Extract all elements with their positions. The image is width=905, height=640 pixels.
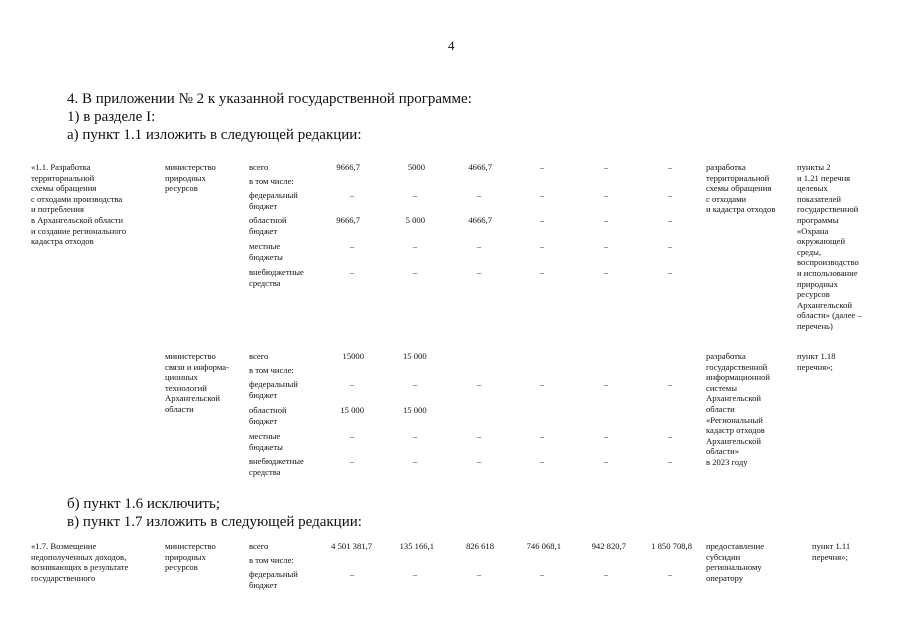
dash-cell: – xyxy=(539,162,545,172)
value-cell: 942 820,7 xyxy=(591,541,626,551)
value-cell: 1 850 708,8 xyxy=(651,541,692,551)
source-incl-label: в том числе: xyxy=(249,365,294,375)
item-1-1-name: «1.1. Разработка территориальной схемы обращения с отходами производства и потребления в Архангельской области и создание регионального кадастра отходов xyxy=(31,162,127,247)
source-regional-label: областной бюджет xyxy=(249,215,287,236)
source-total-label: всего xyxy=(249,162,269,172)
source-extra-label: внебюджетные средства xyxy=(249,456,304,477)
dash-cell: – xyxy=(539,215,545,225)
item-1-1-result: разработка территориальной схемы обращения с отходами и кадастра отходов xyxy=(706,162,776,215)
dash-cell: – xyxy=(667,456,673,466)
dash-cell: – xyxy=(603,431,609,441)
source-incl-label: в том числе: xyxy=(249,176,294,186)
value-cell: 5 000 xyxy=(405,215,425,225)
item-1-1-link-2: пункт 1.18 перечня»; xyxy=(797,351,836,372)
source-local-label: местные бюджеты xyxy=(249,241,283,262)
item-1-7-link: пункт 1.11 перечня»; xyxy=(812,541,851,562)
dash-cell: – xyxy=(667,162,673,172)
value-cell: 9666,7 xyxy=(336,162,360,172)
dash-cell: – xyxy=(349,241,355,251)
paragraph-heading: 4. В приложении № 2 к указанной государственной программе: xyxy=(67,91,472,107)
dash-cell: – xyxy=(412,267,418,277)
dash-cell: – xyxy=(412,456,418,466)
dash-cell: – xyxy=(412,241,418,251)
item-1-1-result-2: разработка государственной информационной системы Архангельской области «Региональный кадастр отходов Архангельской области» в 2023 году xyxy=(706,351,771,467)
source-federal-label: федеральный бюджет xyxy=(249,190,298,211)
section-heading: 1) в разделе I: xyxy=(67,109,156,125)
source-incl-label: в том числе: xyxy=(249,555,294,565)
value-cell: 4666,7 xyxy=(468,215,492,225)
subsection-a-heading: а) пункт 1.1 изложить в следующей редакции: xyxy=(67,127,362,143)
source-federal-label: федеральный бюджет xyxy=(249,379,298,400)
dash-cell: – xyxy=(539,569,545,579)
dash-cell: – xyxy=(539,431,545,441)
source-local-label: местные бюджеты xyxy=(249,431,283,452)
item-1-1-executor-2: министерство связи и информа- ционных технологий Архангельской области xyxy=(165,351,229,414)
dash-cell: – xyxy=(476,241,482,251)
dash-cell: – xyxy=(667,241,673,251)
dash-cell: – xyxy=(412,569,418,579)
dash-cell: – xyxy=(539,190,545,200)
dash-cell: – xyxy=(603,215,609,225)
dash-cell: – xyxy=(667,190,673,200)
dash-cell: – xyxy=(539,241,545,251)
item-1-7-name: «1.7. Возмещение недополученных доходов, возникающих в результате государственного xyxy=(31,541,129,583)
source-regional-label: областной бюджет xyxy=(249,405,287,426)
dash-cell: – xyxy=(476,569,482,579)
dash-cell: – xyxy=(603,379,609,389)
dash-cell: – xyxy=(476,267,482,277)
value-cell: 4 501 381,7 xyxy=(331,541,372,551)
dash-cell: – xyxy=(603,456,609,466)
page-number: 4 xyxy=(448,38,455,53)
source-federal-label: федеральный бюджет xyxy=(249,569,298,590)
dash-cell: – xyxy=(476,456,482,466)
dash-cell: – xyxy=(603,241,609,251)
source-total-label: всего xyxy=(249,541,269,551)
value-cell: 15000 xyxy=(342,351,364,361)
dash-cell: – xyxy=(667,379,673,389)
dash-cell: – xyxy=(667,569,673,579)
dash-cell: – xyxy=(603,162,609,172)
value-cell: 9666,7 xyxy=(336,215,360,225)
dash-cell: – xyxy=(349,379,355,389)
source-total-label: всего xyxy=(249,351,269,361)
subsection-v-heading: в) пункт 1.7 изложить в следующей редакции: xyxy=(67,514,362,530)
item-1-1-link: пункты 2 и 1.21 перечня целевых показателей государственной программы «Охрана окружающей среды, воспроизводство и использование природных ресурсов Архангельской области» (далее – перечень) xyxy=(797,162,862,331)
dash-cell: – xyxy=(349,569,355,579)
dash-cell: – xyxy=(349,190,355,200)
dash-cell: – xyxy=(412,379,418,389)
dash-cell: – xyxy=(476,379,482,389)
dash-cell: – xyxy=(603,190,609,200)
dash-cell: – xyxy=(539,456,545,466)
item-1-7-executor: министерство природных ресурсов xyxy=(165,541,216,573)
dash-cell: – xyxy=(476,431,482,441)
dash-cell: – xyxy=(412,431,418,441)
value-cell: 5000 xyxy=(407,162,425,172)
value-cell: 15 000 xyxy=(403,351,427,361)
dash-cell: – xyxy=(349,431,355,441)
dash-cell: – xyxy=(349,267,355,277)
value-cell: 15 000 xyxy=(403,405,427,415)
dash-cell: – xyxy=(603,267,609,277)
dash-cell: – xyxy=(476,190,482,200)
dash-cell: – xyxy=(667,431,673,441)
dash-cell: – xyxy=(539,379,545,389)
dash-cell: – xyxy=(539,267,545,277)
dash-cell: – xyxy=(412,190,418,200)
dash-cell: – xyxy=(667,215,673,225)
dash-cell: – xyxy=(349,456,355,466)
value-cell: 826 618 xyxy=(466,541,494,551)
dash-cell: – xyxy=(603,569,609,579)
value-cell: 4666,7 xyxy=(468,162,492,172)
value-cell: 135 166,1 xyxy=(399,541,434,551)
value-cell: 746 068,1 xyxy=(526,541,561,551)
value-cell: 15 000 xyxy=(340,405,364,415)
item-1-1-executor: министерство природных ресурсов xyxy=(165,162,216,194)
source-extra-label: внебюджетные средства xyxy=(249,267,304,288)
dash-cell: – xyxy=(667,267,673,277)
item-1-7-result: предоставление субсидии региональному оператору xyxy=(706,541,765,583)
subsection-b-heading: б) пункт 1.6 исключить; xyxy=(67,496,221,512)
